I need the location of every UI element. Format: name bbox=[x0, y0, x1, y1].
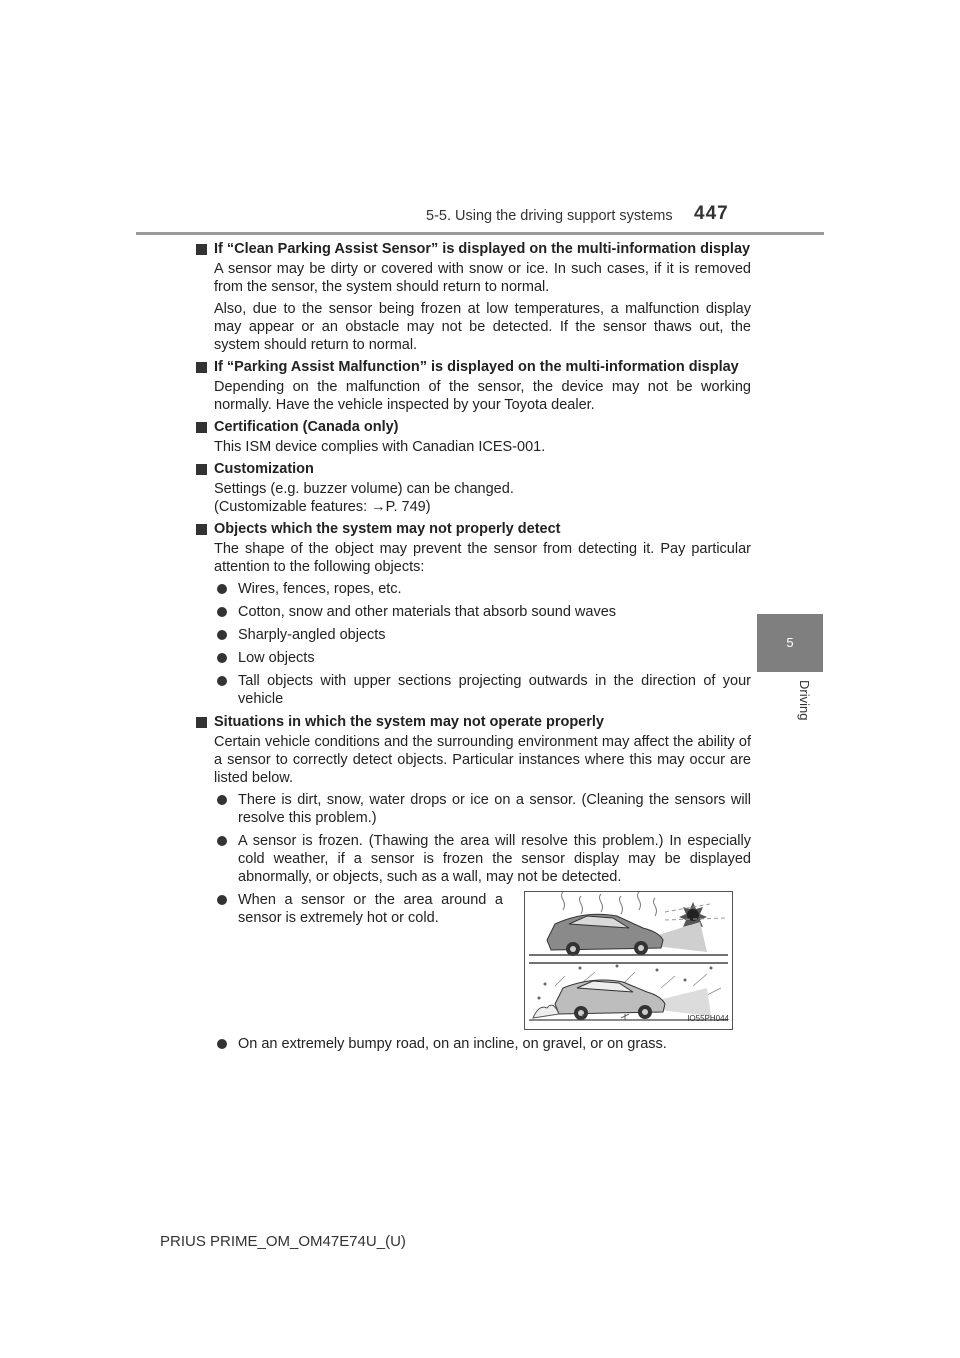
heat-waves-icon bbox=[562, 892, 657, 916]
paragraph: Also, due to the sensor being frozen at low temperatures, a malfunction display may appear or an obstacle may not be detected. If the sensor thaws out, the system should return to normal. bbox=[214, 301, 751, 353]
section-customization bbox=[196, 460, 751, 516]
list-item-with-figure bbox=[196, 891, 751, 1031]
section-heading: Situations in which the system may not operate properly bbox=[196, 713, 751, 731]
section-heading: Objects which the system may not properly detect bbox=[196, 520, 751, 538]
section-clean-sensor bbox=[196, 240, 751, 354]
bullet-dot-icon bbox=[217, 584, 227, 594]
header-rule bbox=[136, 232, 824, 235]
footer-manual-code: PRIUS PRIME_OM_OM47E74U_(U) bbox=[160, 1233, 406, 1250]
square-bullet-icon bbox=[196, 422, 207, 433]
hot-cold-sensor-illustration bbox=[524, 891, 733, 1030]
square-bullet-icon bbox=[196, 524, 207, 535]
paragraph: The shape of the object may prevent the sensor from detecting it. Pay particular attention to the following objects: bbox=[214, 541, 751, 575]
sensor-beam-icon bbox=[655, 922, 707, 952]
list-item: There is dirt, snow, water drops or ice on a sensor. (Cleaning the sensors will resolve this problem.) bbox=[196, 791, 751, 827]
list-item: A sensor is frozen. (Thawing the area will resolve this problem.) In especially cold weather, if a sensor is frozen the sensor display may be displayed abnormally, or objects, such as a wall, may not be detected. bbox=[196, 832, 751, 886]
section-malfunction bbox=[196, 358, 751, 414]
square-bullet-icon bbox=[196, 717, 207, 728]
bullet-dot-icon bbox=[217, 836, 227, 846]
section-heading: Customization bbox=[196, 460, 751, 478]
cross-reference: (Customizable features: →P. 749) bbox=[214, 499, 431, 515]
list-item: Wires, fences, ropes, etc. bbox=[196, 580, 751, 598]
section-heading: If “Parking Assist Malfunction” is displayed on the multi-information display bbox=[196, 358, 751, 376]
bullet-dot-icon bbox=[217, 607, 227, 617]
bullet-dot-icon bbox=[217, 795, 227, 805]
chapter-label: Driving bbox=[797, 680, 812, 721]
square-bullet-icon bbox=[196, 464, 207, 475]
chapter-tab: 5 bbox=[757, 614, 823, 672]
section-objects bbox=[196, 520, 751, 708]
figure-code: IO55PH044 bbox=[687, 1014, 729, 1023]
paragraph: A sensor may be dirty or covered with snow or ice. In such cases, if it is removed from the sensor, the system should return to normal. bbox=[214, 261, 751, 295]
car-hot-icon bbox=[547, 914, 663, 956]
list-item: Low objects bbox=[196, 649, 751, 667]
square-bullet-icon bbox=[196, 362, 207, 373]
illustration-svg bbox=[525, 892, 732, 1029]
bullet-dot-icon bbox=[217, 895, 227, 905]
snow-pile-icon bbox=[533, 1005, 559, 1018]
list-item: On an extremely bumpy road, on an incline, on gravel, or on grass. bbox=[196, 1035, 751, 1053]
page-content bbox=[196, 240, 751, 1058]
section-heading: Certification (Canada only) bbox=[196, 418, 751, 436]
paragraph: Depending on the malfunction of the sensor, the device may not be working normally. Have the vehicle inspected by your Toyota dealer. bbox=[214, 379, 751, 413]
square-bullet-icon bbox=[196, 244, 207, 255]
paragraph: Certain vehicle conditions and the surrounding environment may affect the ability of a sensor to correctly detect objects. Particular instances where this may occur are listed below. bbox=[214, 734, 751, 786]
paragraph: This ISM device complies with Canadian ICES-001. bbox=[214, 439, 546, 455]
list-item: Tall objects with upper sections projecting outwards in the direction of your vehicle bbox=[196, 672, 751, 708]
section-situations bbox=[196, 713, 751, 1053]
bullet-dot-icon bbox=[217, 676, 227, 686]
bullet-dot-icon bbox=[217, 1039, 227, 1049]
section-heading: If “Clean Parking Assist Sensor” is displayed on the multi-information display bbox=[196, 240, 751, 258]
list-item: Cotton, snow and other materials that absorb sound waves bbox=[196, 603, 751, 621]
section-certification bbox=[196, 418, 751, 456]
header-section-title: 5-5. Using the driving support systems bbox=[426, 208, 673, 224]
list-item-text: When a sensor or the area around a sensor is extremely hot or cold. bbox=[238, 892, 503, 926]
page-number: 447 bbox=[694, 203, 729, 224]
list-item: Sharply-angled objects bbox=[196, 626, 751, 644]
bullet-dot-icon bbox=[217, 630, 227, 640]
bullet-dot-icon bbox=[217, 653, 227, 663]
car-cold-icon bbox=[555, 980, 665, 1020]
paragraph: Settings (e.g. buzzer volume) can be changed. bbox=[214, 481, 514, 497]
